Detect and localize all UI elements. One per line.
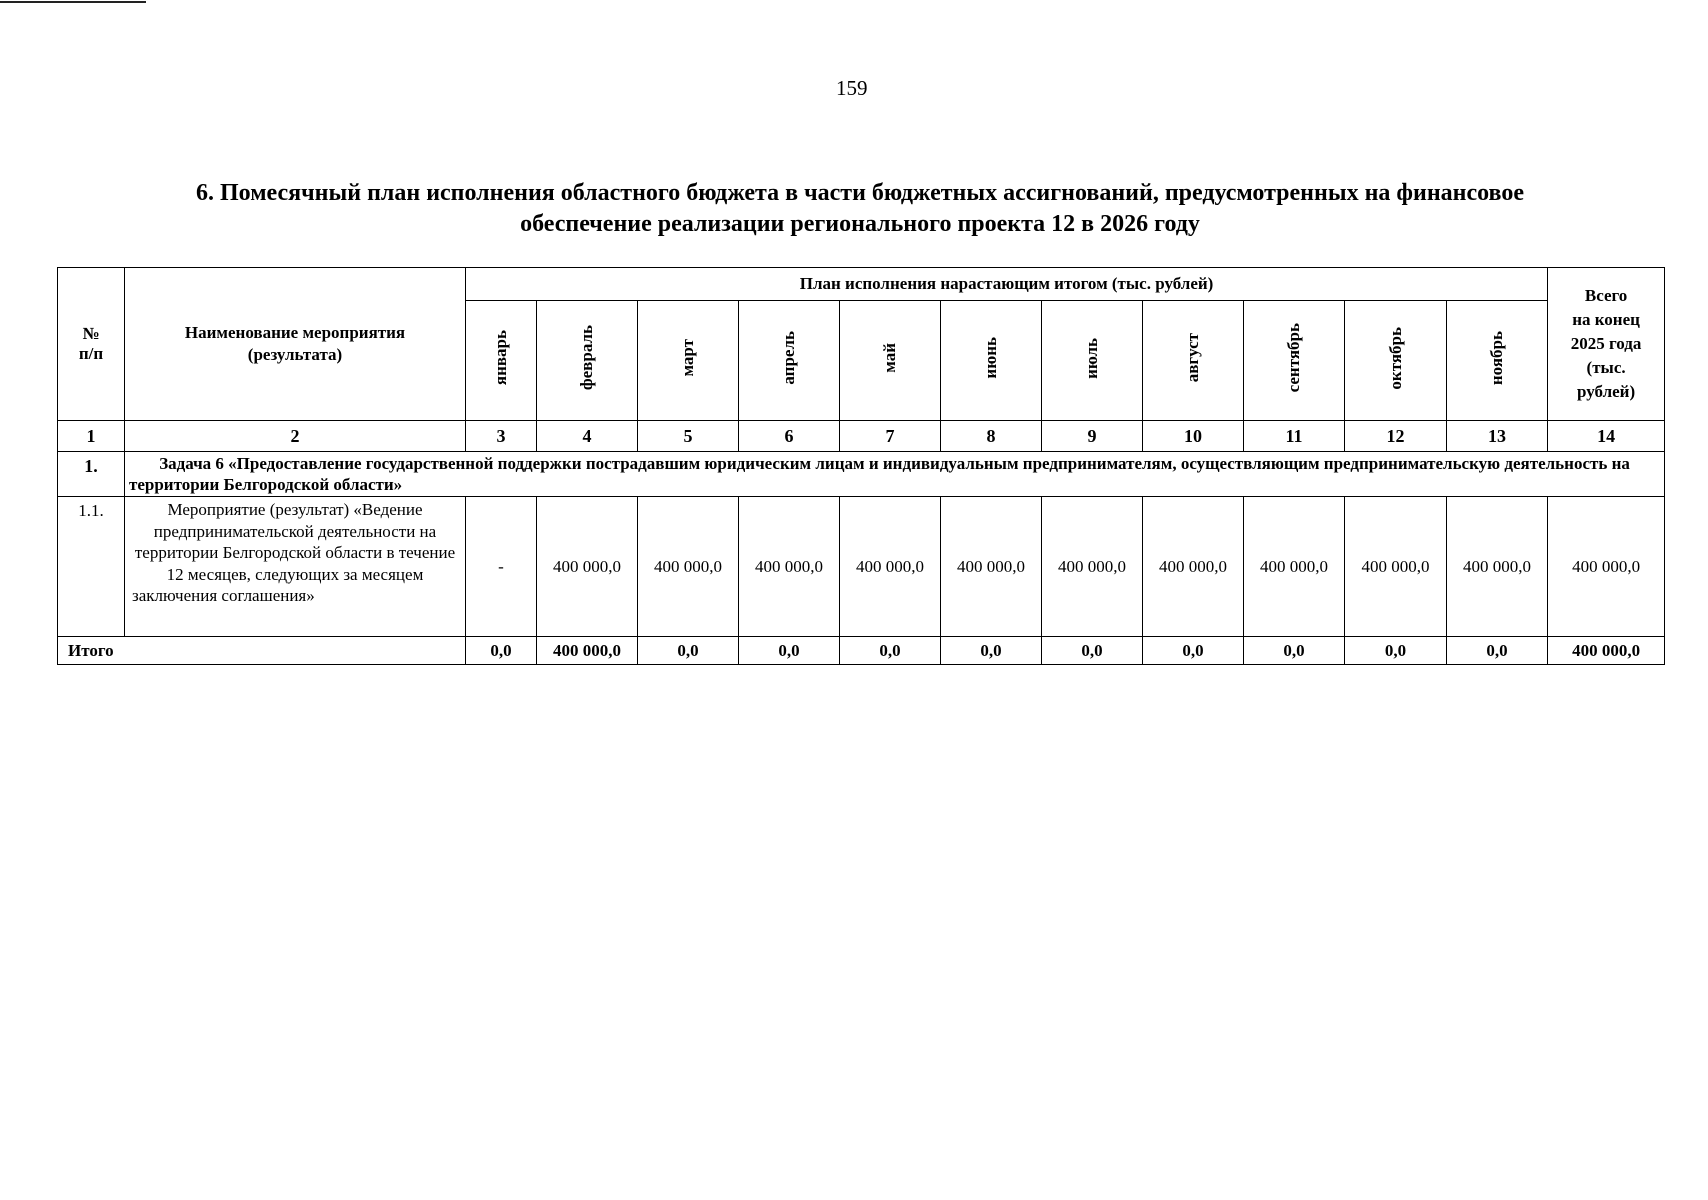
month-label: январь: [491, 330, 510, 386]
column-number: 14: [1548, 421, 1665, 452]
column-number: 3: [466, 421, 537, 452]
title-line-1: 6. Помесячный план исполнения областного бюджета в части бюджетных ассигнований, предусмотренных на финансовое: [196, 180, 1524, 206]
column-number: 5: [638, 421, 739, 452]
month-label: май: [880, 343, 899, 373]
month-header: [739, 301, 840, 421]
month-header: [466, 301, 537, 421]
month-header: [840, 301, 941, 421]
column-number: 8: [941, 421, 1042, 452]
total-label: Итого: [58, 637, 466, 665]
measure-row: [58, 497, 1665, 637]
column-number: 10: [1143, 421, 1244, 452]
total-value: 0,0: [466, 637, 537, 665]
column-number: 11: [1244, 421, 1345, 452]
month-header: [1447, 301, 1548, 421]
total-value: 400 000,0: [537, 637, 638, 665]
month-label: март: [678, 339, 697, 377]
measure-value: 400 000,0: [1244, 497, 1345, 637]
total-value: 0,0: [941, 637, 1042, 665]
measure-value: -: [466, 497, 537, 637]
column-number: 1: [58, 421, 125, 452]
header-total: Всего на конец 2025 года (тыс. рублей): [1548, 268, 1665, 421]
corner-rule: [0, 1, 146, 3]
column-number: 9: [1042, 421, 1143, 452]
measure-total: 400 000,0: [1548, 497, 1665, 637]
total-value: 0,0: [1143, 637, 1244, 665]
page-number: 159: [836, 76, 868, 100]
total-value: 0,0: [1345, 637, 1447, 665]
task-number: 1.: [58, 452, 125, 497]
total-value: 0,0: [638, 637, 739, 665]
measure-number: 1.1.: [58, 497, 125, 637]
month-header: [1244, 301, 1345, 421]
header-activity-name: Наименование мероприятия (результата): [125, 268, 466, 421]
column-number: 12: [1345, 421, 1447, 452]
total-value: 0,0: [739, 637, 840, 665]
total-value: 0,0: [1042, 637, 1143, 665]
month-label: февраль: [577, 325, 596, 391]
total-value: 0,0: [1244, 637, 1345, 665]
measure-value: 400 000,0: [1345, 497, 1447, 637]
month-header: [638, 301, 739, 421]
column-number: 6: [739, 421, 840, 452]
total-row: [58, 637, 1665, 665]
month-header: [1042, 301, 1143, 421]
title-line-2: обеспечение реализации регионального проекта 12 в 2026 году: [520, 211, 1200, 237]
month-label: сентябрь: [1284, 323, 1303, 393]
task-row: [58, 452, 1665, 497]
month-label: июнь: [981, 337, 1000, 379]
month-label: июль: [1082, 337, 1101, 379]
month-header: [1143, 301, 1244, 421]
document-title: [100, 178, 1620, 240]
header-plan: План исполнения нарастающим итогом (тыс. рублей): [466, 268, 1548, 301]
month-label: октябрь: [1385, 326, 1405, 390]
column-number: 13: [1447, 421, 1548, 452]
measure-value: 400 000,0: [840, 497, 941, 637]
task-description: Задача 6 «Предоставление государственной поддержки пострадавшим юридическим лицам и индивидуальным предпринимателям, осуществляющим предпринимательскую деятельность на территории Белгородской области»: [125, 452, 1665, 497]
month-header: [941, 301, 1042, 421]
total-value: 0,0: [1447, 637, 1548, 665]
measure-description: Мероприятие (результат) «Ведение предпринимательской деятельности на территории Белгородской области в течение 12 месяцев, следующих за месяцем заключения соглашения»: [125, 497, 466, 637]
column-number: 7: [840, 421, 941, 452]
measure-value: 400 000,0: [1042, 497, 1143, 637]
column-number: 4: [537, 421, 638, 452]
month-label: ноябрь: [1487, 330, 1507, 386]
column-number: 2: [125, 421, 466, 452]
month-label: август: [1183, 333, 1202, 383]
month-header: [1345, 301, 1447, 421]
month-header: [537, 301, 638, 421]
header-row-1: [58, 268, 1665, 301]
measure-value: 400 000,0: [638, 497, 739, 637]
measure-value: 400 000,0: [1447, 497, 1548, 637]
column-number-row: [58, 421, 1665, 452]
budget-plan-table: [57, 267, 1665, 665]
month-label: апрель: [779, 331, 798, 385]
total-value: 0,0: [840, 637, 941, 665]
measure-value: 400 000,0: [537, 497, 638, 637]
measure-value: 400 000,0: [1143, 497, 1244, 637]
header-number: № п/п: [58, 268, 125, 421]
measure-value: 400 000,0: [941, 497, 1042, 637]
measure-value: 400 000,0: [739, 497, 840, 637]
grand-total: 400 000,0: [1548, 637, 1665, 665]
